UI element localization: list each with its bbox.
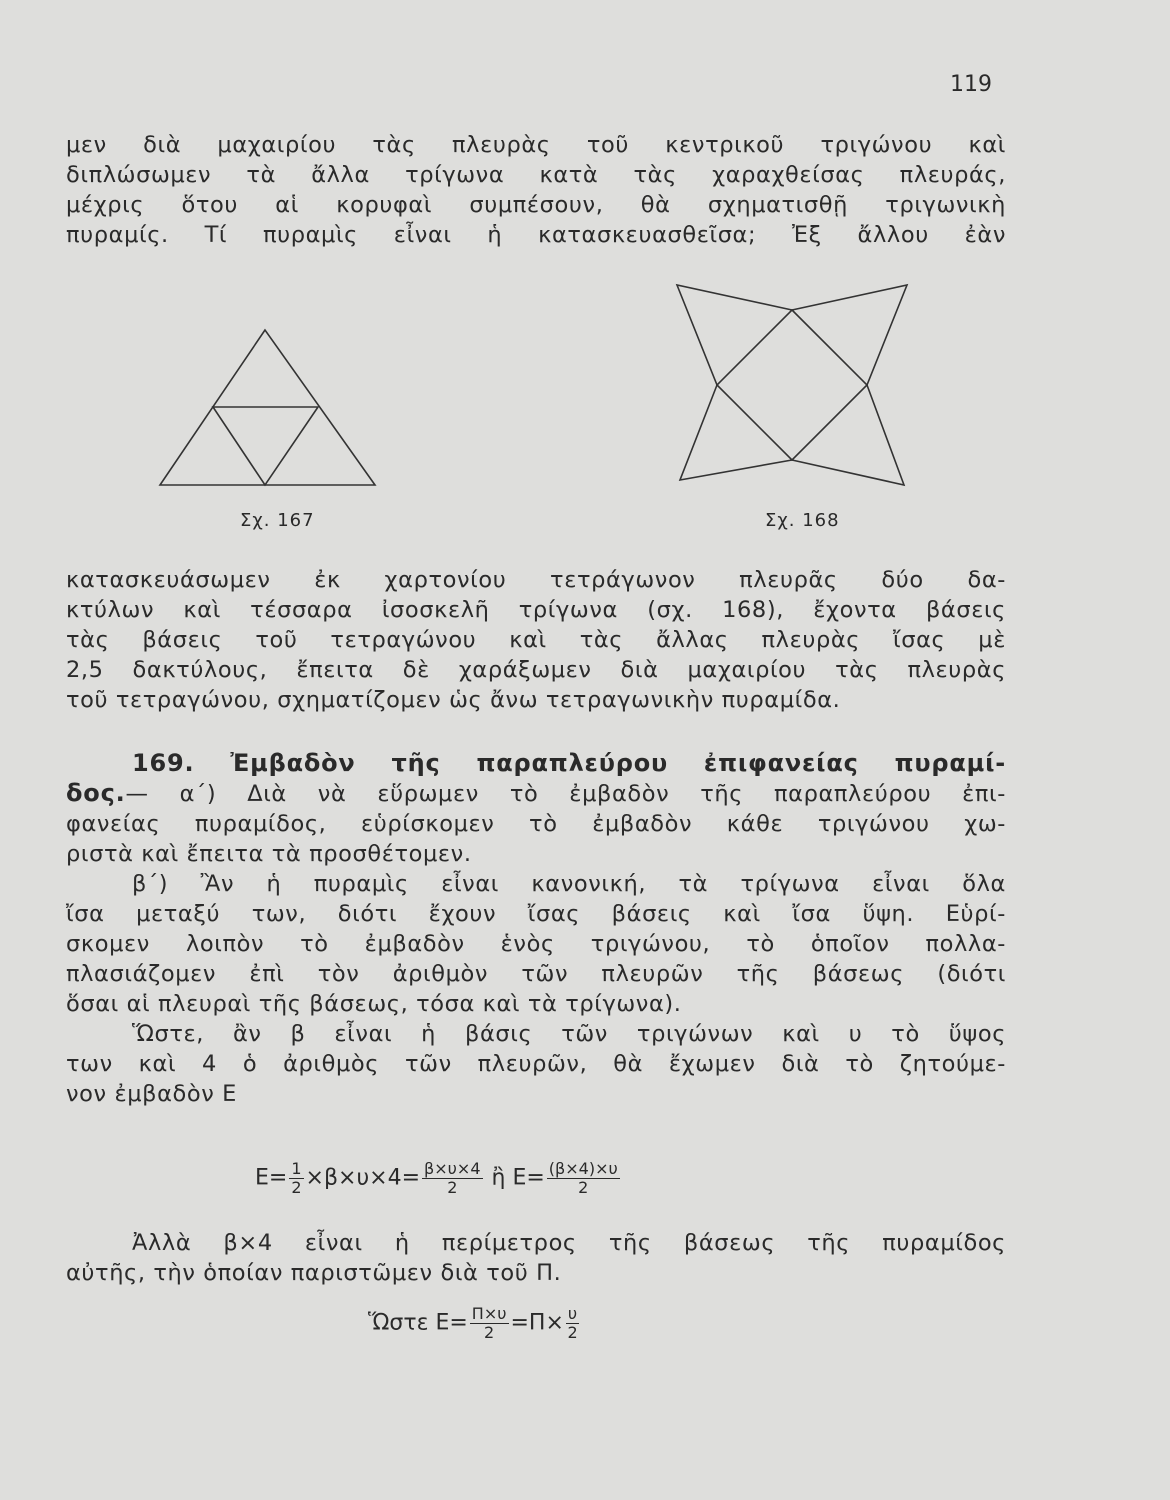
denominator: 2 [578, 1178, 589, 1197]
text-line: τὰς βάσεις τοῦ τετραγώνου καὶ τὰς ἄλλας πλευρὰς ἴσας μὲ [66, 627, 1006, 653]
figure-168-diagram [672, 280, 912, 490]
fraction [422, 1160, 482, 1197]
denominator: 2 [567, 1323, 578, 1342]
numerator: Π×υ [471, 1304, 507, 1323]
formula-text: ἢ Ε= [484, 1165, 545, 1191]
text-line: σκομεν λοιπὸν τὸ ἐμβαδὸν ἑνὸς τριγώνου, τὸ ὁποῖον πολλα- [66, 931, 1006, 957]
figure-167-diagram [155, 325, 385, 495]
formula-text: ×β×υ×4= [305, 1165, 421, 1191]
text-line: μεν διὰ μαχαιρίου τὰς πλευρὰς τοῦ κεντρικοῦ τριγώνου καὶ [66, 132, 1006, 158]
central-square [717, 310, 867, 460]
text-fragment: — α΄) Διὰ νὰ εὕρωμεν τὸ ἐμβαδὸν τῆς παραπλεύρου ἐπι- [125, 781, 1006, 807]
text-line: των καὶ 4 ὁ ἀριθμὸς τῶν πλευρῶν, θὰ ἔχωμεν διὰ τὸ ζητούμε- [66, 1051, 1006, 1077]
numerator: 1 [291, 1159, 302, 1178]
text-line: μέχρις ὅτου αἱ κορυφαὶ συμπέσουν, θὰ σχηματισθῇ τριγωνικὴ [66, 192, 1006, 218]
numerator: (β×4)×υ [548, 1159, 618, 1178]
numerator: β×υ×4 [424, 1159, 481, 1178]
fraction [289, 1160, 303, 1197]
formula-area [255, 1160, 622, 1197]
text-line: πυραμίς. Τί πυραμὶς εἶναι ἡ κατασκευασθεῖσα; Ἐξ ἄλλου ἐὰν [66, 222, 1006, 248]
triangle-bottom-left [680, 385, 792, 480]
inner-triangle [213, 407, 318, 485]
text-line: ὅσαι αἱ πλευραὶ τῆς βάσεως, τόσα καὶ τὰ τρίγωνα). [66, 991, 682, 1017]
text-line: φανείας πυραμίδος, εὑρίσκομεν τὸ ἐμβαδὸν κάθε τριγώνου χω- [66, 811, 1006, 837]
paragraph-3 [66, 1228, 1006, 1288]
text-line: Ἀλλὰ β×4 εἶναι ἡ περίμετρος τῆς βάσεως τῆς πυραμίδος [132, 1230, 1006, 1256]
text-line [66, 778, 1006, 809]
formula-text: =Π× [510, 1310, 564, 1336]
text-line: αὐτῆς, τὴν ὁποίαν παριστῶμεν διὰ τοῦ Π. [66, 1260, 562, 1286]
page-number: 119 [950, 72, 992, 97]
text-line: ἴσα μεταξύ των, διότι ἔχουν ἴσας βάσεις καὶ ἴσα ὕψη. Εὑρί- [66, 901, 1006, 927]
section-heading-end: δος. [66, 779, 126, 807]
paragraph-1 [66, 130, 1006, 250]
numerator: υ [567, 1304, 578, 1323]
paragraph-2 [66, 565, 1006, 715]
formula-perimeter [368, 1305, 581, 1342]
fraction [566, 1305, 579, 1342]
denominator: 2 [447, 1178, 458, 1197]
text-line: διπλώσωμεν τὰ ἄλλα τρίγωνα κατὰ τὰς χαραχθείσας πλευράς, [66, 162, 1006, 188]
figure-168-caption: Σχ. 168 [765, 510, 840, 531]
triangle-top-left [677, 285, 792, 385]
denominator: 2 [291, 1178, 302, 1197]
triangle-bottom-right [792, 385, 904, 485]
text-line: β΄) Ἂν ἡ πυραμὶς εἶναι κανονική, τὰ τρίγωνα εἶναι ὅλα [132, 871, 1006, 897]
text-line: Ὥστε, ἂν β εἶναι ἡ βάσις τῶν τριγώνων καὶ υ τὸ ὕψος [132, 1021, 1006, 1047]
fraction [547, 1160, 620, 1197]
text-line: κτύλων καὶ τέσσαρα ἰσοσκελῆ τρίγωνα (σχ. 168), ἔχοντα βάσεις [66, 597, 1006, 623]
fraction [470, 1305, 509, 1342]
text-line: τοῦ τετραγώνου, σχηματίζομεν ὡς ἄνω τετραγωνικὴν πυραμίδα. [66, 687, 841, 713]
formula-text: Ε= [255, 1165, 288, 1191]
text-line: ριστὰ καὶ ἔπειτα τὰ προσθέτομεν. [66, 841, 472, 867]
triangle-top-right [792, 285, 907, 385]
section-heading: 169. Ἐμβαδὸν τῆς παραπλεύρου ἐπιφανείας πυραμί- [132, 749, 1006, 777]
text-line: πλασιάζομεν ἐπὶ τὸν ἀριθμὸν τῶν πλευρῶν τῆς βάσεως (διότι [66, 961, 1006, 987]
section-169 [66, 748, 1006, 1109]
text-line: κατασκευάσωμεν ἐκ χαρτονίου τετράγωνον πλευρᾶς δύο δα- [66, 567, 1006, 593]
figure-167-caption: Σχ. 167 [240, 510, 315, 531]
text-line: νον ἐμβαδὸν Ε [66, 1081, 237, 1107]
formula-text: Ὥστε Ε= [368, 1310, 468, 1336]
text-line: 2,5 δακτύλους, ἔπειτα δὲ χαράξωμεν διὰ μαχαιρίου τὰς πλευρὰς [66, 657, 1006, 683]
denominator: 2 [484, 1323, 495, 1342]
